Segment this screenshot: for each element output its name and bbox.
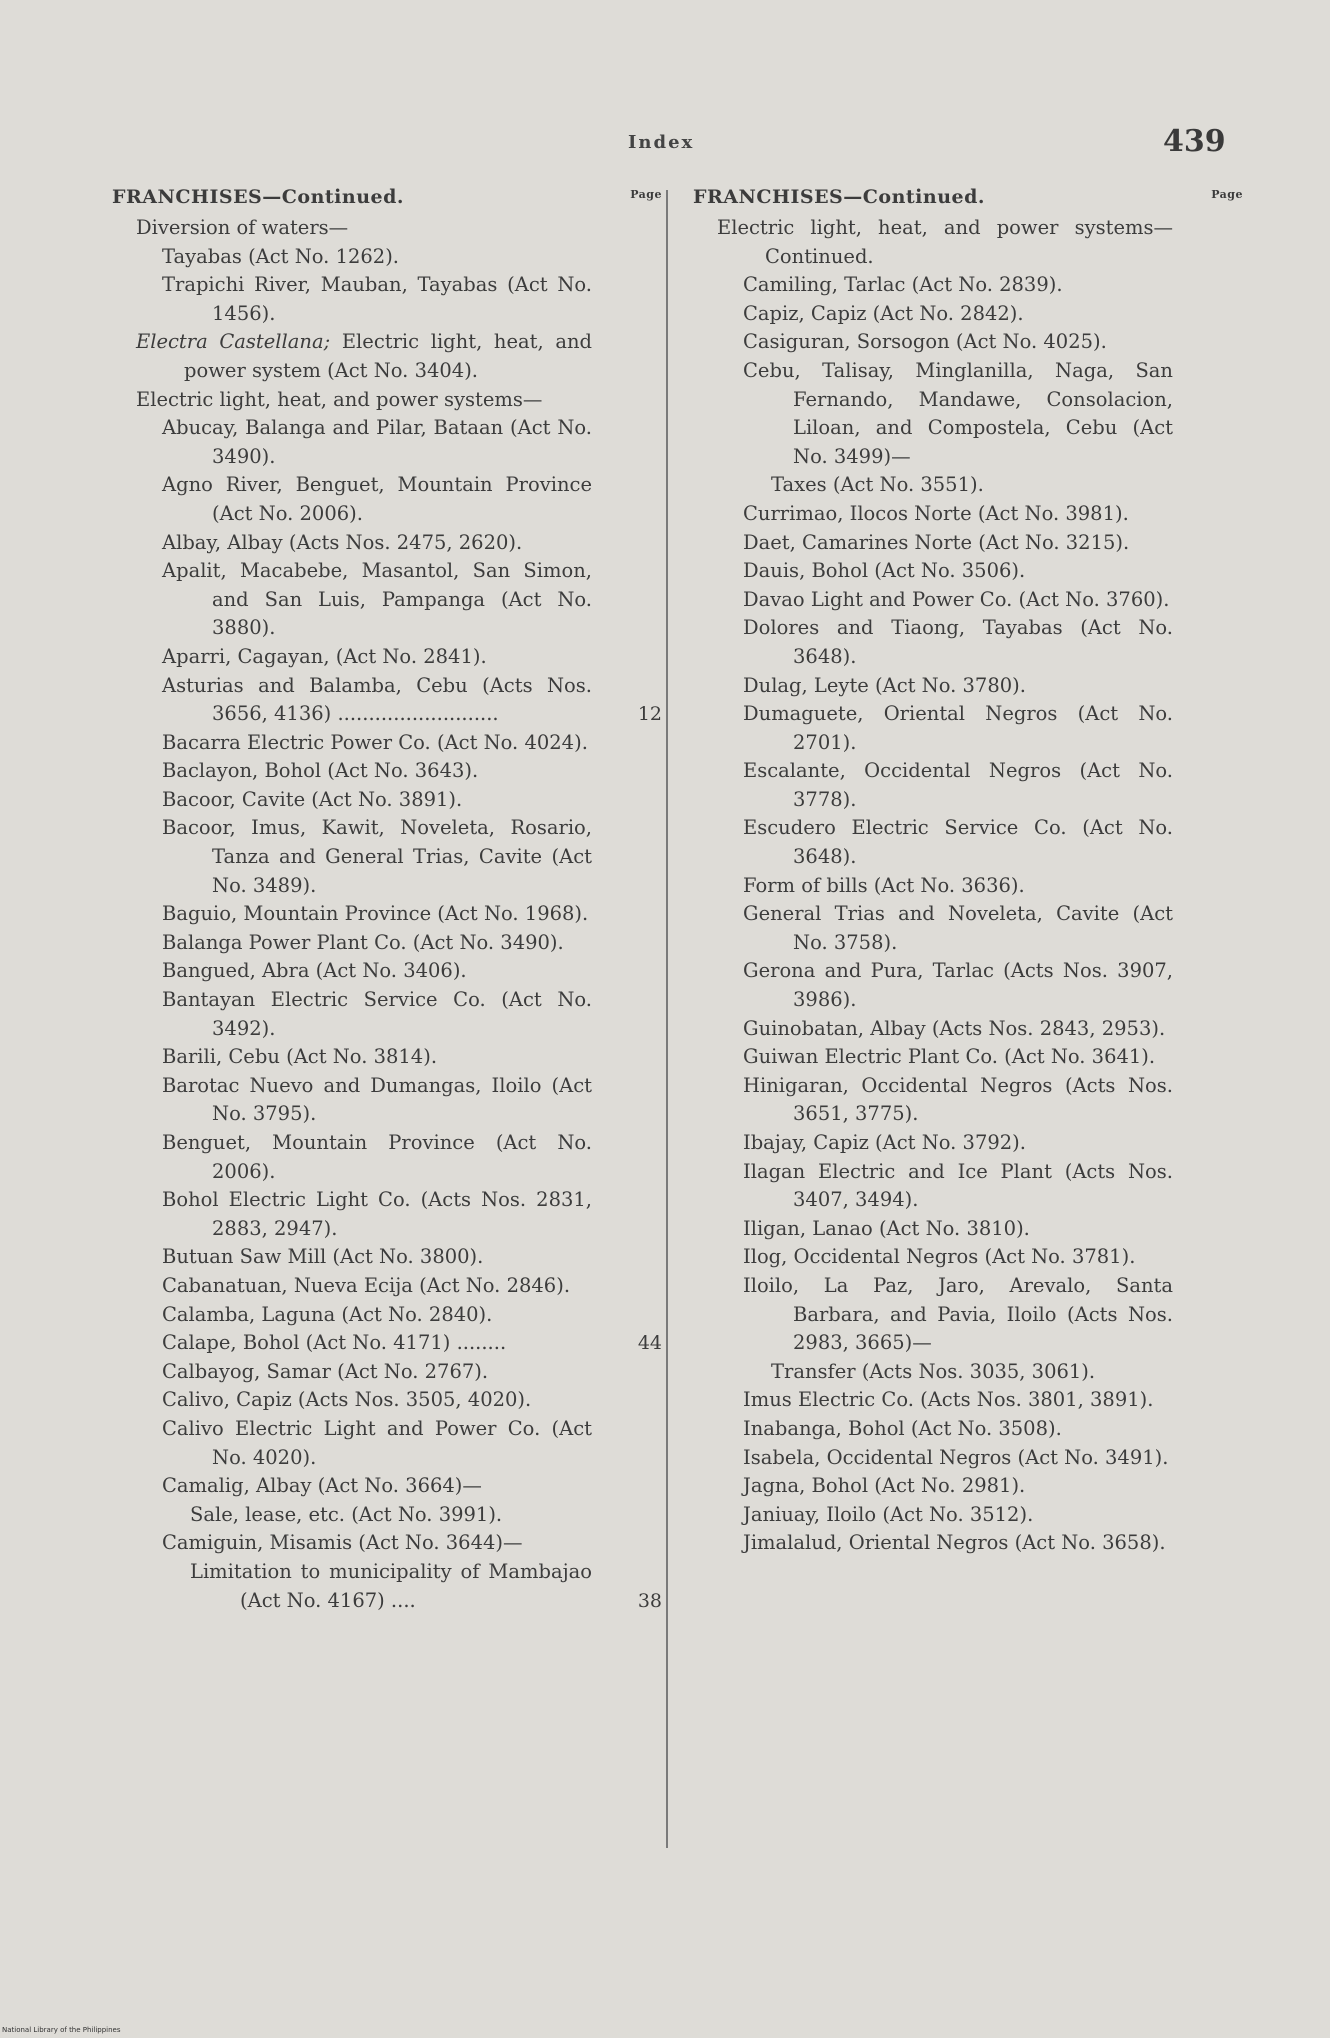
index-entry	[743, 757, 1173, 814]
entry-text: Cabanatuan, Nueva Ecija (Act No. 2846).	[162, 1273, 571, 1297]
entry-text: Diversion of waters—	[136, 216, 349, 239]
index-entry	[743, 1072, 1173, 1129]
entry-text: Imus Electric Co. (Acts Nos. 3801, 3891).	[743, 1388, 1154, 1412]
entry-text: Transfer (Acts Nos. 3035, 3061).	[771, 1359, 1096, 1383]
index-entry	[162, 1358, 592, 1387]
index-entry	[743, 1215, 1173, 1244]
running-head: Index	[628, 132, 695, 153]
index-entry	[771, 1358, 1173, 1387]
index-entry	[162, 1186, 592, 1243]
entry-text: General Trias and Noveleta, Cavite (Act No. 3758).	[743, 902, 1173, 954]
index-entry	[162, 529, 592, 558]
index-entry	[162, 1272, 592, 1301]
entry-text: Calivo, Capiz (Acts Nos. 3505, 4020).	[162, 1388, 532, 1412]
index-entry	[162, 1386, 592, 1415]
entry-text: Dulag, Leyte (Act No. 3780).	[743, 673, 1026, 697]
entry-text: Ibajay, Capiz (Act No. 3792).	[743, 1131, 1026, 1154]
entry-text: Guinobatan, Albay (Acts Nos. 2843, 2953).	[743, 1016, 1166, 1040]
index-entry	[743, 700, 1173, 757]
index-entry	[743, 872, 1173, 901]
index-entry	[162, 957, 592, 986]
index-entry	[743, 1043, 1173, 1072]
index-entry	[743, 1015, 1173, 1044]
entry-text: Calamba, Laguna (Act No. 2840).	[162, 1302, 493, 1326]
index-entry	[162, 1243, 592, 1272]
entry-text: Butuan Saw Mill (Act No. 3800).	[162, 1245, 484, 1269]
entry-text: Apalit, Macabebe, Masantol, San Simon, and San Luis, Pampanga (Act No. 3880).	[162, 559, 592, 640]
entry-text: Dolores and Tiaong, Tayabas (Act No. 3648).	[743, 616, 1173, 668]
entry-text: Bacoor, Imus, Kawit, Noveleta, Rosario, Tanza and General Trias, Cavite (Act No. 3489).	[162, 816, 592, 897]
entry-text: Camiguin, Misamis (Act No. 3644)—	[162, 1531, 523, 1555]
index-entry	[162, 786, 592, 815]
entry-text: Benguet, Mountain Province (Act No. 2006).	[162, 1131, 592, 1183]
index-entry	[162, 643, 592, 672]
entry-text: Balanga Power Plant Co. (Act No. 3490).	[162, 930, 564, 954]
index-entry	[743, 1272, 1173, 1358]
entry-text: Dauis, Bohol (Act No. 3506).	[743, 559, 1026, 583]
entry-text: Barili, Cebu (Act No. 3814).	[162, 1045, 438, 1069]
entry-text: Inabanga, Bohol (Act No. 3508).	[743, 1416, 1062, 1440]
index-entry	[743, 586, 1173, 615]
entry-text: Bacarra Electric Power Co. (Act No. 4024).	[162, 730, 588, 754]
entry-text: Dumaguete, Oriental Negros (Act No. 2701).	[743, 702, 1173, 754]
index-entry	[743, 957, 1173, 1014]
index-entry	[743, 328, 1173, 357]
entry-text: Bacoor, Cavite (Act No. 3891).	[162, 787, 463, 811]
entry-text: Bohol Electric Light Co. (Acts Nos. 2831, 2883, 2947).	[162, 1188, 592, 1240]
entry-text: Asturias and Balamba, Cebu (Acts Nos. 3656, 4136) ..........................	[162, 673, 592, 726]
entry-text: Abucay, Balanga and Pilar, Bataan (Act No. 3490).	[162, 416, 592, 468]
page-column-label: Page	[1211, 188, 1243, 201]
entry-text: Currimao, Ilocos Norte (Act No. 3981).	[743, 501, 1129, 525]
entry-text: Agno River, Benguet, Mountain Province (Act No. 2006).	[162, 473, 592, 525]
index-entry	[162, 414, 592, 471]
entry-text: Iloilo, La Paz, Jaro, Arevalo, Santa Barbara, and Pavia, Iloilo (Acts Nos. 2983, 3665)—	[743, 1273, 1173, 1355]
index-entry	[743, 1158, 1173, 1215]
index-entry	[743, 1129, 1173, 1158]
index-entry	[717, 214, 1173, 271]
entry-text: Gerona and Pura, Tarlac (Acts Nos. 3907, 3986).	[743, 959, 1173, 1012]
entry-text: Capiz, Capiz (Act No. 2842).	[743, 301, 1024, 325]
entry-text: Hinigaran, Occidental Negros (Acts Nos. 3651, 3775).	[743, 1073, 1173, 1126]
entry-italic-name: Electra Castellana;	[136, 330, 331, 354]
entry-text: Bantayan Electric Service Co. (Act No. 3492).	[162, 988, 592, 1040]
entry-text: Ilagan Electric and Ice Plant (Acts Nos. 3407, 3494).	[743, 1159, 1173, 1212]
index-entry	[743, 1472, 1173, 1501]
entry-text: Tayabas (Act No. 1262).	[162, 244, 400, 268]
index-entry	[136, 386, 592, 415]
entry-text: Electric light, heat, and power systems—Continued.	[717, 216, 1173, 268]
index-entry	[743, 1243, 1173, 1272]
index-entry	[162, 1072, 592, 1129]
index-entry	[162, 1415, 592, 1472]
index-entry	[162, 814, 592, 900]
entry-text: Baclayon, Bohol (Act No. 3643).	[162, 759, 479, 783]
column-divider	[666, 190, 668, 1848]
index-entry	[162, 1301, 592, 1330]
left-column-heading	[112, 186, 662, 214]
index-entry	[743, 900, 1173, 957]
right-column-heading	[693, 186, 1243, 214]
index-entry	[743, 557, 1173, 586]
entry-text: Aparri, Cagayan, (Act No. 2841).	[162, 644, 487, 668]
entry-text: Albay, Albay (Acts Nos. 2475, 2620).	[162, 530, 523, 554]
entry-text: Davao Light and Power Co. (Act No. 3760).	[743, 587, 1170, 611]
right-column	[693, 186, 1243, 1558]
entry-text: Cebu, Talisay, Minglanilla, Naga, San Fernando, Mandawe, Consolacion, Liloan, and Compostela, Cebu (Act No. 3499)—	[743, 358, 1173, 468]
index-entry	[743, 672, 1173, 701]
index-entry	[743, 300, 1173, 329]
index-entry	[771, 471, 1173, 500]
index-entry	[162, 1529, 592, 1558]
entry-text: Casiguran, Sorsogon (Act No. 4025).	[743, 330, 1107, 354]
index-entry	[162, 271, 592, 328]
entry-text: Escudero Electric Service Co. (Act No. 3648).	[743, 816, 1173, 869]
entry-text: Calbayog, Samar (Act No. 2767).	[162, 1359, 489, 1383]
index-entry	[162, 1472, 592, 1501]
left-entry-list	[112, 214, 662, 1615]
index-entry	[162, 986, 592, 1043]
entry-text: Janiuay, Iloilo (Act No. 3512).	[743, 1502, 1034, 1526]
entry-text: Bangued, Abra (Act No. 3406).	[162, 959, 467, 983]
index-entry	[162, 672, 662, 729]
index-entry	[743, 357, 1173, 471]
entry-text: Electric light, heat, and power system (Act No. 3404).	[184, 330, 592, 382]
entry-page-ref: 38	[637, 1589, 662, 1612]
right-entry-list	[693, 214, 1173, 1558]
index-entry	[162, 1129, 592, 1186]
entry-text: Baguio, Mountain Province (Act No. 1968).	[162, 902, 589, 926]
entry-text: Iligan, Lanao (Act No. 3810).	[743, 1216, 1030, 1240]
index-entry	[190, 1558, 662, 1615]
entry-text: Trapichi River, Mauban, Tayabas (Act No. 1456).	[162, 273, 592, 325]
index-entry	[190, 1501, 592, 1530]
entry-page-ref: 12	[637, 703, 662, 726]
index-entry	[162, 1043, 592, 1072]
index-entry	[136, 328, 592, 385]
index-entry	[743, 814, 1173, 871]
index-entry	[162, 757, 592, 786]
entry-text: Camiling, Tarlac (Act No. 2839).	[743, 273, 1063, 297]
entry-text: Barotac Nuevo and Dumangas, Iloilo (Act No. 3795).	[162, 1073, 592, 1126]
section-heading: FRANCHISES—Continued.	[693, 186, 985, 208]
entry-text: Isabela, Occidental Negros (Act No. 3491).	[743, 1445, 1169, 1469]
index-entry	[162, 1329, 662, 1358]
entry-text: Calape, Bohol (Act No. 4171) ........	[162, 1331, 507, 1355]
entry-text: Jimalalud, Oriental Negros (Act No. 3658).	[743, 1531, 1166, 1555]
entry-text: Calivo Electric Light and Power Co. (Act No. 4020).	[162, 1416, 592, 1469]
entry-text: Sale, lease, etc. (Act No. 3991).	[190, 1502, 503, 1526]
entry-text: Guiwan Electric Plant Co. (Act No. 3641).	[743, 1045, 1156, 1069]
index-entry	[743, 1444, 1173, 1473]
index-entry	[162, 729, 592, 758]
page-number: 439	[1163, 124, 1226, 159]
index-entry	[743, 1529, 1173, 1558]
index-entry	[743, 529, 1173, 558]
entry-text: Daet, Camarines Norte (Act No. 3215).	[743, 530, 1130, 554]
index-entry	[743, 271, 1173, 300]
index-entry	[136, 214, 592, 243]
entry-text: Limitation to municipality of Mambajao (Act No. 4167) ....	[190, 1559, 592, 1612]
index-entry	[162, 900, 592, 929]
entry-text: Ilog, Occidental Negros (Act No. 3781).	[743, 1245, 1136, 1269]
entry-text: Electric light, heat, and power systems—	[136, 387, 543, 411]
left-column	[112, 186, 662, 1615]
entry-text: Camalig, Albay (Act No. 3664)—	[162, 1474, 482, 1498]
entry-page-ref: 44	[637, 1332, 662, 1355]
page-column-label: Page	[630, 188, 662, 201]
index-entry	[162, 557, 592, 643]
index-entry	[743, 1386, 1173, 1415]
index-entry	[743, 1415, 1173, 1444]
index-entry	[743, 1501, 1173, 1530]
index-entry	[743, 500, 1173, 529]
index-entry	[162, 471, 592, 528]
entry-text: Escalante, Occidental Negros (Act No. 3778).	[743, 759, 1173, 811]
footer-note: National Library of the Philippines	[2, 2026, 121, 2034]
entry-text: Taxes (Act No. 3551).	[771, 473, 984, 497]
entry-text: Jagna, Bohol (Act No. 2981).	[743, 1474, 1026, 1498]
section-heading: FRANCHISES—Continued.	[112, 186, 404, 208]
entry-text: Form of bills (Act No. 3636).	[743, 873, 1025, 897]
index-entry	[162, 243, 592, 272]
index-entry	[743, 614, 1173, 671]
page-header	[0, 122, 1330, 162]
index-entry	[162, 929, 592, 958]
